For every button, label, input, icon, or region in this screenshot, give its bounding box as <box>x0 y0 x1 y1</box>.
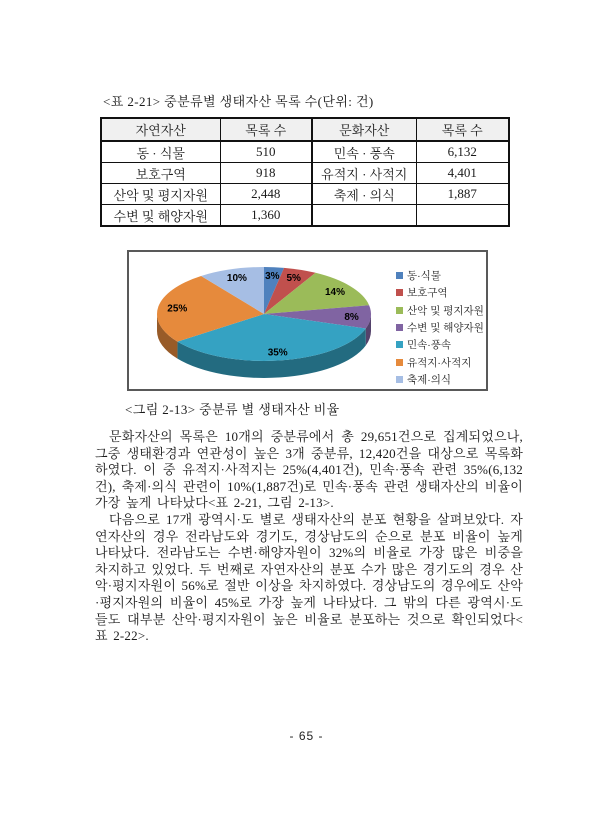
figure-chart <box>127 250 488 391</box>
pie-slice-label: 3% <box>265 271 280 283</box>
table-row <box>101 184 509 205</box>
legend-item <box>396 371 484 388</box>
table-cell: 6,132 <box>416 141 509 163</box>
legend-label: 보호구역 <box>407 287 448 300</box>
pie-slice-label: 10% <box>226 272 247 284</box>
table-header-cell: 목록 수 <box>220 118 312 141</box>
table-title: <표 2-21> 중분류별 생태자산 목록 수(단위: 건) <box>103 94 374 109</box>
table-cell: 2,448 <box>220 184 312 205</box>
legend-label: 수변 및 해양자원 <box>407 322 484 335</box>
table-cell: 동 · 식물 <box>101 141 220 163</box>
figure-caption: <그림 2-13> 중분류 별 생태자산 비율 <box>125 402 340 417</box>
assets-table <box>100 117 510 227</box>
legend-label: 유적지·사적지 <box>407 356 472 369</box>
legend-color-swatch <box>396 324 403 331</box>
page-number: - 65 - <box>289 729 324 743</box>
pie-slice-label: 14% <box>324 286 346 298</box>
legend-item <box>396 267 484 284</box>
legend-color-swatch <box>396 341 403 348</box>
table-header-cell: 목록 수 <box>416 118 509 141</box>
table-header-row <box>101 118 509 141</box>
legend-label: 축제·의식 <box>407 373 452 386</box>
legend-color-swatch <box>396 359 403 366</box>
body-text-block <box>95 429 523 645</box>
pie-slice-label: 25% <box>167 303 188 315</box>
table-cell: 민속 · 풍속 <box>312 141 416 163</box>
pie-slice-label: 5% <box>286 273 301 285</box>
table-cell: 510 <box>220 141 312 163</box>
table-cell <box>312 205 416 227</box>
table-row <box>101 205 509 227</box>
legend-item <box>396 319 484 336</box>
legend-label: 동·식물 <box>407 270 441 283</box>
legend-item <box>396 336 484 353</box>
legend-item <box>396 302 484 319</box>
pie-slice-label: 8% <box>344 311 359 323</box>
legend-item <box>396 284 484 301</box>
table-cell: 축제 · 의식 <box>312 184 416 205</box>
legend-color-swatch <box>396 307 403 314</box>
table-row <box>101 163 509 184</box>
table-cell: 보호구역 <box>101 163 220 184</box>
table-cell: 918 <box>220 163 312 184</box>
legend-label: 산악 및 평지자원 <box>407 304 484 317</box>
body-paragraph: 문화자산의 목록은 10개의 중분류에서 총 29,651건으로 집계되었으나, 그중 생태환경과 연관성이 높은 3개 중분류, 12,420건을 대상으로 목록화하였다. 이 중 유적지·사적지는 25%(4,401건), 민속·풍속 관련 35%(6,132건), 축제·의식 관련이 10%(1,887건)로 민속·풍속 관련 생태자산의 비율이 가장 높게 나타났다<표 2-21, 그림 2-13>. <box>95 429 523 511</box>
legend-color-swatch <box>396 289 403 296</box>
table-cell: 4,401 <box>416 163 509 184</box>
body-paragraph: 다음으로 17개 광역시·도 별로 생태자산의 분포 현황을 살펴보았다. 자연자산의 경우 전라남도와 경기도, 경상남도의 순으로 분포 비율이 높게 나타났다. 전라남도는 수변·해양자원이 32%의 비율로 가장 많은 비중을 차지하고 있었다. 두 번째로 자연자산의 분포 수가 많은 경기도의 경우 산악·평지자원이 56%로 절반 이상을 차지하였다. 경상남도의 경우에도 산악·평지자원의 비율이 45%로 가장 높게 나타났다. 그 밖의 다른 광역시·도들도 대부분 산악·평지자원이 높은 비율로 분포하는 것으로 확인되었다<표 2-22>. <box>95 511 523 644</box>
pie-slice-label: 35% <box>267 347 288 359</box>
legend-color-swatch <box>396 272 403 279</box>
legend-color-swatch <box>396 376 403 383</box>
table-cell: 산악 및 평지자원 <box>101 184 220 205</box>
table-header-cell: 자연자산 <box>101 118 220 141</box>
table-row <box>101 141 509 163</box>
legend-label: 민속·풍속 <box>407 339 452 352</box>
table-cell <box>416 205 509 227</box>
table-cell: 1,360 <box>220 205 312 227</box>
table-cell: 수변 및 해양자원 <box>101 205 220 227</box>
table-header-cell: 문화자산 <box>312 118 416 141</box>
legend-item <box>396 353 484 370</box>
chart-legend <box>396 267 484 388</box>
table-cell: 유적지 · 사적지 <box>312 163 416 184</box>
table-cell: 1,887 <box>416 184 509 205</box>
